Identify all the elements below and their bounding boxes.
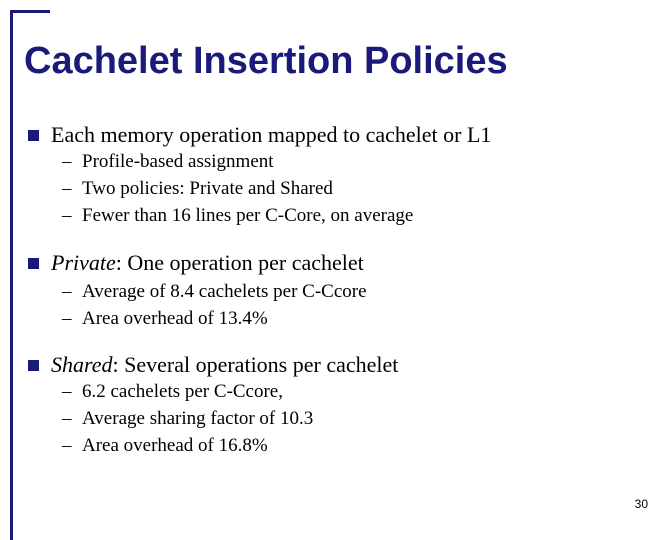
sub-bullet-item <box>62 175 413 202</box>
bullet-item <box>28 121 491 149</box>
bullet-item <box>28 351 398 379</box>
sub-bullet-list <box>62 378 313 459</box>
square-bullet-icon <box>28 360 39 371</box>
square-bullet-icon <box>28 130 39 141</box>
sub-bullet-text: Fewer than 16 lines per C-Core, on average <box>82 205 414 226</box>
bullet-lead-italic: Shared <box>51 352 113 377</box>
sub-bullet-item <box>62 148 413 175</box>
sub-bullet-item <box>62 405 313 432</box>
sub-bullet-text: Two policies: Private and Shared <box>82 178 333 199</box>
sub-bullet-text: Average sharing factor of 10.3 <box>82 408 314 429</box>
bullet-text <box>51 249 364 277</box>
dash-icon: – <box>62 408 72 429</box>
dash-icon: – <box>62 178 72 199</box>
dash-icon: – <box>62 435 72 456</box>
bullet-lead-italic: Private <box>51 250 116 275</box>
sub-bullet-list <box>62 148 413 229</box>
sub-bullet-item <box>62 202 413 229</box>
sub-bullet-item <box>62 305 367 332</box>
bullet-text-rest: : Several operations per cachelet <box>112 352 399 377</box>
sub-bullet-list <box>62 278 367 332</box>
square-bullet-icon <box>28 258 39 269</box>
dash-icon: – <box>62 308 72 329</box>
bullet-text <box>51 351 398 379</box>
sub-bullet-text: Area overhead of 16.8% <box>82 435 268 456</box>
sub-bullet-item <box>62 378 313 405</box>
sub-bullet-item <box>62 278 367 305</box>
bullet-text-rest: : One operation per cachelet <box>115 250 364 275</box>
bullet-item <box>28 249 364 277</box>
frame-top-border <box>10 10 50 13</box>
sub-bullet-text: Average of 8.4 cachelets per C-Ccore <box>82 281 367 302</box>
dash-icon: – <box>62 151 72 172</box>
sub-bullet-text: Area overhead of 13.4% <box>82 308 268 329</box>
frame-left-border <box>10 10 13 540</box>
sub-bullet-item <box>62 432 313 459</box>
dash-icon: – <box>62 205 72 226</box>
sub-bullet-text: 6.2 cachelets per C-Ccore, <box>82 381 283 402</box>
dash-icon: – <box>62 281 72 302</box>
bullet-text: Each memory operation mapped to cachelet or L1 <box>51 122 492 147</box>
dash-icon: – <box>62 381 72 402</box>
sub-bullet-text: Profile-based assignment <box>82 151 274 172</box>
slide-title: Cachelet Insertion Policies <box>24 40 508 82</box>
page-number: 30 <box>634 497 648 511</box>
